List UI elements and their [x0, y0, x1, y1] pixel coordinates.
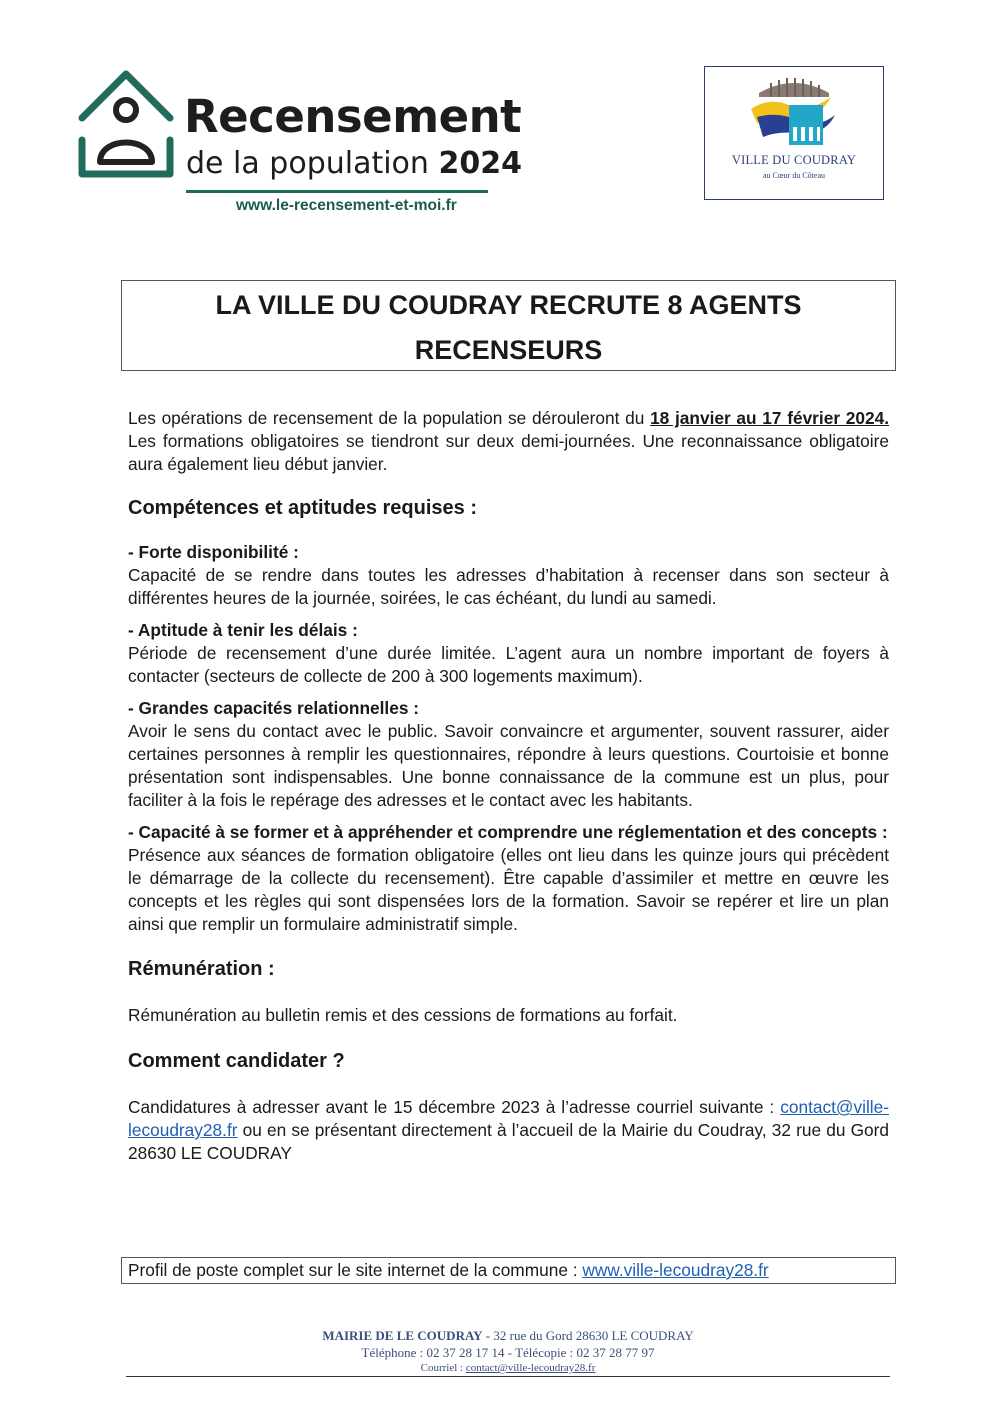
profile-text: Profil de poste complet sur le site internet de la commune : — [128, 1260, 583, 1280]
intro-paragraph: Les opérations de recensement de la population se dérouleront du 18 janvier au 17 février 2024. Les formations obligatoires se tiendront sur deux demi-journées. Une reconnaissance obligatoire aura également lieu début janvier. — [128, 408, 889, 474]
candidater-text: Candidatures à adresser avant le 15 décembre 2023 à l’adresse courriel suivante : contact@ville-lecoudray28.fr ou en se présentant directement à l’accueil de la Mairie du Coudray, 32 rue du Gord 28630 LE COUDRAY — [128, 1097, 889, 1163]
competence-item — [128, 697, 889, 812]
page-title-line1: LA VILLE DU COUDRAY RECRUTE 8 AGENTS — [215, 290, 802, 320]
footer-phones: Téléphone : 02 37 28 17 14 - Télécopie : 02 37 28 77 97 — [361, 1345, 655, 1360]
city-logo-tagline: au Cœur du Côteau — [763, 171, 825, 180]
competence-item-title: - Aptitude à tenir les délais : — [128, 620, 358, 640]
contact-email-link[interactable]: contact@ville-lecoudray28.fr — [128, 1097, 889, 1140]
competence-item-title: - Forte disponibilité : — [128, 542, 299, 562]
competence-item-text: Période de recensement d’une durée limitée. L’agent aura un nombre important de foyers à contacter (secteurs de collecte de 200 à 300 logements maximum). — [128, 643, 889, 686]
website-link[interactable]: www.ville-lecoudray28.fr — [582, 1260, 769, 1280]
footer-address: MAIRIE DE LE COUDRAY - 32 rue du Gord 28630 LE COUDRAY — [322, 1328, 694, 1343]
footer — [126, 1327, 890, 1375]
footer-org: MAIRIE DE LE COUDRAY — [322, 1328, 483, 1343]
competence-item-text: Avoir le sens du contact avec le public. Savoir convaincre et argumenter, souvent rassurer, aider certaines personnes à remplir les questionnaires, répondre à leurs questions. Courtoisie et bonne présentation sont indispensables. Une bonne connaissance de la commune est un plus, pour faciliter à la fois le repérage des adresses et le contact avec les habitants. — [128, 721, 889, 810]
competences-heading: Compétences et aptitudes requises : — [128, 497, 477, 519]
census-logo-subtitle: de la population 2024 — [186, 146, 522, 181]
footer-email-link[interactable]: contact@ville-lecoudray28.fr — [465, 1362, 596, 1374]
competence-item — [128, 619, 889, 688]
footer-email: Courriel : contact@ville-lecoudray28.fr — [420, 1362, 596, 1374]
remuneration-text: Rémunération au bulletin remis et des cessions de formations au forfait. — [128, 1005, 678, 1025]
competence-item-text: Capacité de se rendre dans toutes les adresses d’habitation à recenser dans son secteur à différentes heures de la journée, soirées, le cas échéant, du lundi au samedi. — [128, 565, 889, 608]
city-logo-name: VILLE DU COUDRAY — [731, 153, 857, 167]
footer-divider — [126, 1376, 890, 1377]
competence-item — [128, 541, 889, 610]
profile-box — [121, 1257, 896, 1284]
census-logo-url[interactable]: www.le-recensement-et-moi.fr — [236, 197, 457, 214]
census-logo — [78, 66, 548, 226]
competence-item-title: - Grandes capacités relationnelles : — [128, 698, 420, 718]
remuneration-heading: Rémunération : — [128, 958, 275, 980]
census-logo-title: Recensement — [184, 90, 522, 143]
page-title-box — [121, 280, 896, 371]
house-person-icon — [78, 66, 174, 178]
city-emblem-icon — [749, 75, 839, 153]
candidater-heading: Comment candidater ? — [128, 1050, 345, 1072]
city-logo — [704, 66, 884, 200]
intro-dates: 18 janvier au 17 février 2024. — [650, 408, 889, 428]
page-title-line2: RECENSEURS — [414, 335, 603, 365]
competence-item-text: Présence aux séances de formation obligatoire (elles ont lieu dans les quinze jours qui précèdent le démarrage de la collecte du recensement). Être capable d’assimiler et mettre en œuvre les concepts et les règles qui sont dispensées lors de la formation. Savoir se repérer et lire un plan ainsi que remplir un formulaire administratif simple. — [128, 845, 889, 934]
competence-item-title: - Capacité à se former et à appréhender et comprendre une réglementation et des concepts : — [128, 822, 888, 842]
main-content — [128, 407, 889, 1165]
competence-item — [128, 821, 889, 936]
census-logo-divider — [186, 190, 488, 193]
